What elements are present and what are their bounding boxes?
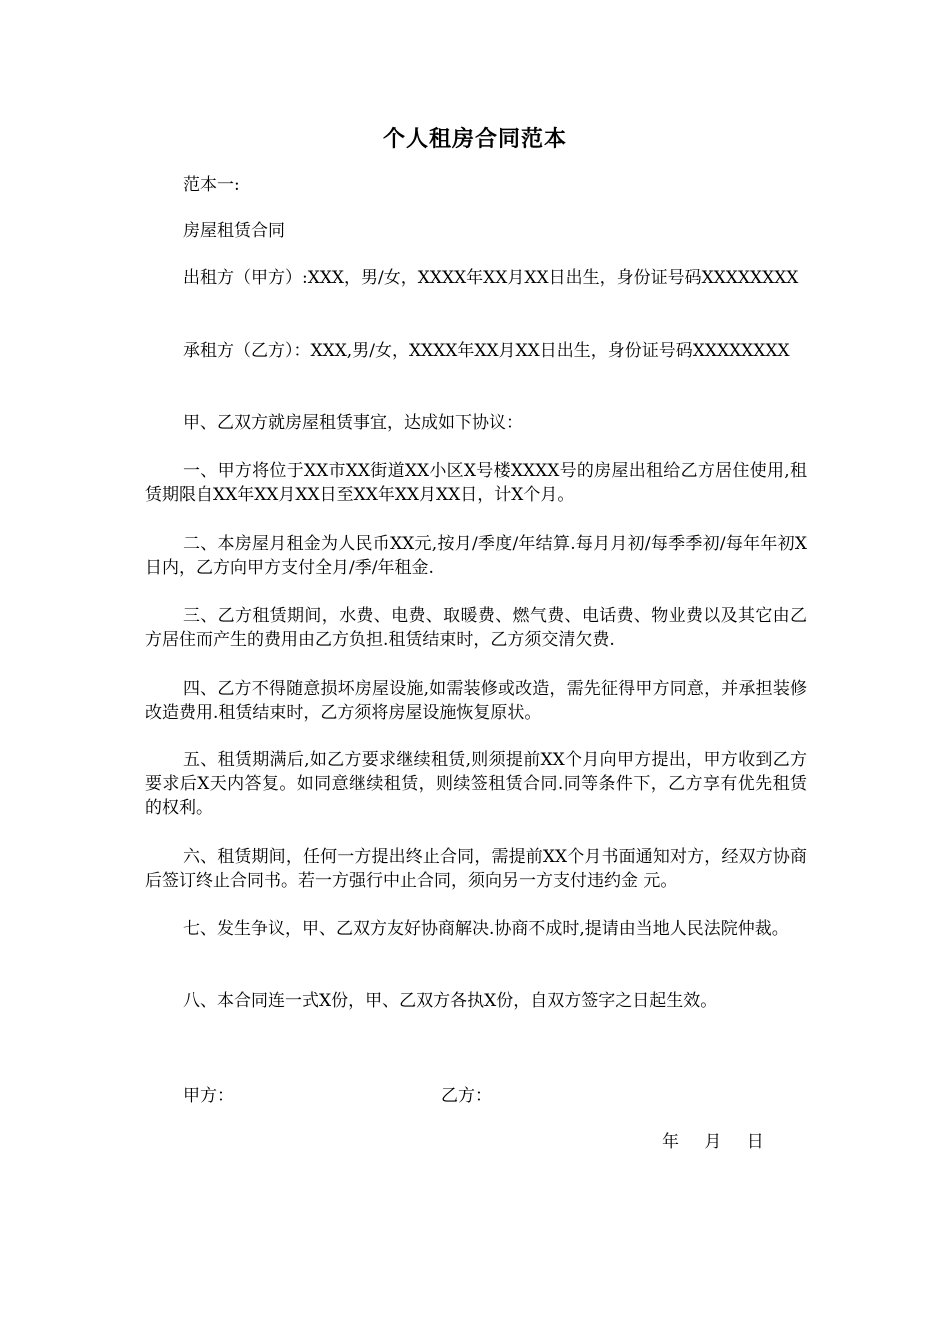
signature-date: 年 月 日 [662, 1132, 764, 1152]
clause-4: 四、乙方不得随意损坏房屋设施,如需装修或改造，需先征得甲方同意，并承担装修改造费用.租赁结束时，乙方须将房屋设施恢复原状。 [145, 679, 807, 723]
clause-6: 六、租赁期间，任何一方提出终止合同，需提前XX个月书面通知对方，经双方协商后签订终止合同书。若一方强行中止合同，须向另一方支付违约金 元。 [145, 847, 807, 891]
agreement-intro: 甲、乙双方就房屋租赁事宜，达成如下协议： [183, 413, 523, 433]
clause-1: 一、甲方将位于XX市XX街道XX小区X号楼XXXX号的房屋出租给乙方居住使用,租赁期限自XX年XX月XX日至XX年XX月XX日，计X个月。 [145, 461, 807, 505]
signature-party-a: 甲方： [183, 1086, 234, 1106]
signature-party-b: 乙方： [441, 1086, 492, 1106]
sample-label: 范本一: [183, 175, 240, 195]
party-a-info: 出租方（甲方）:XXX，男/女，XXXX年XX月XX日出生，身份证号码XXXXXXXX [183, 268, 799, 288]
clause-7: 七、发生争议，甲、乙双方友好协商解决.协商不成时,提请由当地人民法院仲裁。 [183, 919, 789, 939]
document-title: 个人租房合同范本 [382, 126, 567, 152]
contract-name: 房屋租赁合同 [183, 221, 285, 241]
clause-2: 二、本房屋月租金为人民币XX元,按月/季度/年结算.每月月初/每季季初/每年年初X日内，乙方向甲方支付全月/季/年租金. [145, 534, 807, 578]
party-b-info: 承租方（乙方）：XXX,男/女，XXXX年XX月XX日出生，身份证号码XXXXXXXX [183, 341, 790, 361]
clause-8: 八、本合同连一式X份，甲、乙双方各执X份，自双方签字之日起生效。 [183, 991, 718, 1011]
clause-3: 三、乙方租赁期间，水费、电费、取暖费、燃气费、电话费、物业费以及其它由乙方居住而产生的费用由乙方负担.租赁结束时，乙方须交清欠费. [145, 606, 807, 650]
clause-5: 五、租赁期满后,如乙方要求继续租赁,则须提前XX个月向甲方提出，甲方收到乙方要求后X天内答复。如同意继续租赁，则续签租赁合同.同等条件下，乙方享有优先租赁的权利。 [145, 750, 807, 818]
